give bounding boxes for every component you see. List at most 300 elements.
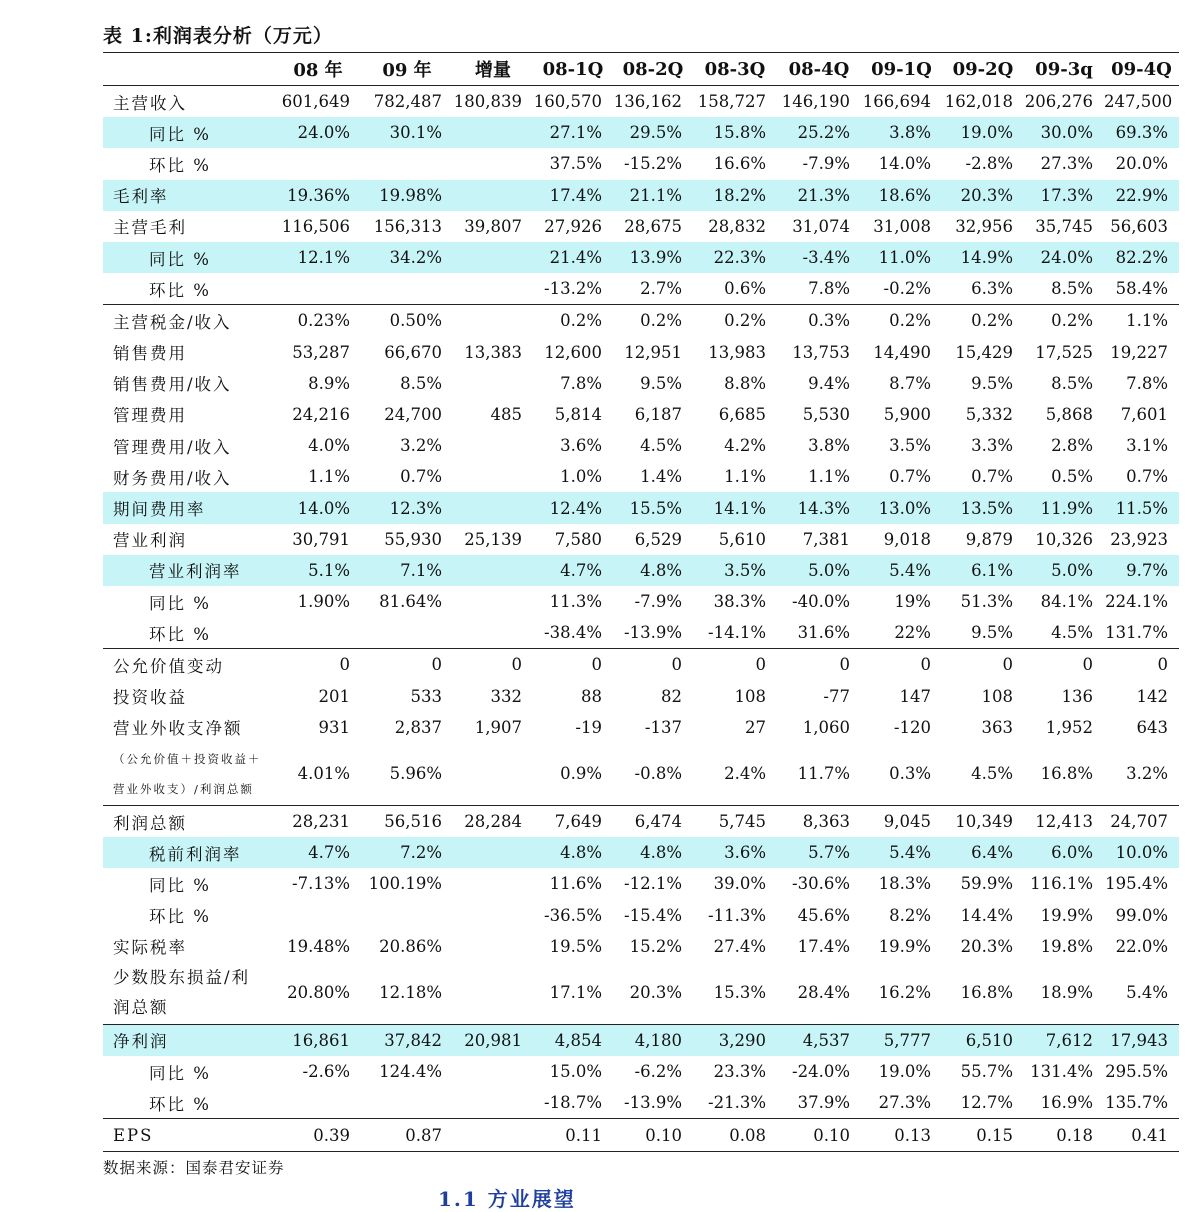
table-cell: 22.3% bbox=[693, 242, 777, 273]
table-cell: 13.0% bbox=[861, 492, 942, 523]
table-cell: 4.7% bbox=[275, 837, 361, 868]
table-row bbox=[103, 492, 1179, 523]
table-cell: 69.3% bbox=[1104, 117, 1179, 148]
table-cell: 88 bbox=[581, 686, 602, 706]
table-row bbox=[103, 743, 1179, 806]
table-cell: 23.3% bbox=[713, 1062, 766, 1082]
table-cell bbox=[453, 461, 533, 492]
table-cell: 5,868 bbox=[1045, 404, 1093, 424]
table-row bbox=[103, 211, 1179, 242]
table-cell: 4,854 bbox=[533, 1024, 613, 1056]
table-cell: 6,187 bbox=[634, 404, 682, 424]
table-cell: 147 bbox=[899, 686, 931, 706]
table-cell: 81.64% bbox=[379, 592, 442, 612]
table-cell: 0 bbox=[613, 649, 693, 681]
table-cell: 12.3% bbox=[361, 492, 453, 523]
row-label: 销售费用 bbox=[113, 344, 187, 364]
table-cell: 19% bbox=[894, 592, 931, 612]
row-label: 管理费用/收入 bbox=[113, 437, 232, 457]
table-cell: 0 bbox=[533, 649, 613, 681]
table-cell: 27.4% bbox=[713, 936, 766, 956]
table-cell: 56,516 bbox=[361, 805, 453, 837]
row-label: 管理费用 bbox=[113, 406, 187, 426]
table-row bbox=[103, 242, 1179, 273]
table-cell: 224.1% bbox=[1105, 592, 1168, 612]
column-header: 08-3Q bbox=[693, 53, 777, 86]
table-cell: 25,139 bbox=[464, 529, 522, 549]
column-header: 08 年 bbox=[275, 53, 361, 86]
table-cell bbox=[361, 1087, 453, 1119]
table-cell: 84.1% bbox=[1040, 592, 1093, 612]
column-header: 09-4Q bbox=[1104, 53, 1179, 86]
table-cell: 30.0% bbox=[1024, 117, 1104, 148]
table-cell: 6,529 bbox=[634, 529, 682, 549]
table-cell: 0 bbox=[275, 649, 361, 681]
table-cell: -7.9% bbox=[634, 592, 682, 612]
table-row bbox=[103, 617, 1179, 649]
table-cell: 1,060 bbox=[802, 717, 850, 737]
table-cell: -12.1% bbox=[624, 874, 682, 894]
table-cell: 116.1% bbox=[1030, 874, 1093, 894]
table-cell: 5.4% bbox=[1126, 983, 1168, 1003]
table-cell: 12,413 bbox=[1024, 805, 1104, 837]
column-header: 08-1Q bbox=[533, 53, 613, 86]
table-cell: 9.4% bbox=[808, 373, 850, 393]
table-cell: 5.0% bbox=[777, 555, 861, 586]
table-cell: 6.4% bbox=[942, 837, 1024, 868]
table-cell: 0 bbox=[361, 649, 453, 681]
table-cell: 247,500 bbox=[1104, 92, 1173, 112]
table-row bbox=[103, 337, 1179, 368]
column-header: 增量 bbox=[453, 53, 533, 86]
table-cell: 30.1% bbox=[361, 117, 453, 148]
table-cell bbox=[361, 617, 453, 649]
table-row bbox=[103, 649, 1179, 681]
table-cell: -21.3% bbox=[708, 1093, 766, 1113]
table-cell: 10.0% bbox=[1104, 837, 1179, 868]
table-cell: 11.0% bbox=[861, 242, 942, 273]
table-cell bbox=[453, 931, 533, 962]
table-cell: 27,926 bbox=[544, 216, 602, 236]
row-label: 投资收益 bbox=[113, 688, 187, 708]
table-cell: 12.7% bbox=[960, 1093, 1013, 1113]
table-cell: 20.3% bbox=[629, 983, 682, 1003]
table-cell bbox=[361, 273, 453, 305]
table-cell: -11.3% bbox=[708, 905, 766, 925]
table-cell: 13,753 bbox=[792, 342, 850, 362]
row-label: 环比 % bbox=[149, 624, 211, 644]
table-cell: 31.6% bbox=[797, 623, 850, 643]
table-cell: 4.8% bbox=[533, 837, 613, 868]
column-header: 09 年 bbox=[361, 53, 453, 86]
column-header: 08-2Q bbox=[613, 53, 693, 86]
table-cell: 14.3% bbox=[777, 492, 861, 523]
table-cell: 27.3% bbox=[1040, 154, 1093, 174]
table-cell bbox=[453, 555, 533, 586]
table-cell: 160,570 bbox=[533, 92, 602, 112]
table-cell: 20,981 bbox=[453, 1024, 533, 1056]
table-cell: 0.10 bbox=[777, 1119, 861, 1151]
table-cell: 10,349 bbox=[942, 805, 1024, 837]
table-cell: 19.98% bbox=[361, 180, 453, 211]
row-label: 同比 % bbox=[103, 117, 275, 148]
table-cell: 0.50% bbox=[361, 305, 453, 337]
table-cell: 16,861 bbox=[275, 1024, 361, 1056]
table-cell: 16.8% bbox=[1040, 764, 1093, 784]
table-cell: 206,276 bbox=[1024, 92, 1093, 112]
table-cell: 28,284 bbox=[453, 805, 533, 837]
table-cell: 5,332 bbox=[965, 404, 1013, 424]
table-cell: 20.3% bbox=[942, 180, 1024, 211]
table-cell: 20.3% bbox=[960, 936, 1013, 956]
row-label: 环比 % bbox=[149, 907, 211, 927]
table-cell: 5,814 bbox=[554, 404, 602, 424]
table-row bbox=[103, 148, 1179, 179]
table-cell: 19.9% bbox=[1040, 905, 1093, 925]
table-cell: -7.9% bbox=[802, 154, 850, 174]
table-cell: 201 bbox=[318, 686, 350, 706]
table-cell bbox=[453, 180, 533, 211]
table-cell: 15.3% bbox=[713, 983, 766, 1003]
table-cell bbox=[453, 368, 533, 399]
table-row bbox=[103, 1024, 1179, 1056]
row-label: 同比 % bbox=[149, 875, 211, 895]
row-label: 环比 % bbox=[149, 1094, 211, 1114]
table-cell: 19.36% bbox=[275, 180, 361, 211]
table-cell: 0.2% bbox=[861, 305, 942, 337]
row-label: 同比 % bbox=[149, 593, 211, 613]
table-cell: 782,487 bbox=[373, 92, 442, 112]
table-cell: -137 bbox=[644, 717, 682, 737]
table-cell: 4,180 bbox=[613, 1024, 693, 1056]
table-row bbox=[103, 555, 1179, 586]
section-heading: 1.1 方业展望 bbox=[438, 1187, 576, 1211]
row-label: EPS bbox=[103, 1119, 275, 1151]
table-cell: -0.8% bbox=[634, 764, 682, 784]
table-cell: 5.4% bbox=[861, 837, 942, 868]
table-cell: 9.5% bbox=[971, 623, 1013, 643]
table-cell: 39,807 bbox=[464, 216, 522, 236]
row-label: 营业外收支净额 bbox=[113, 719, 243, 739]
table-cell: 37.5% bbox=[549, 154, 602, 174]
table-cell: 5.0% bbox=[1024, 555, 1104, 586]
table-cell: 8.9% bbox=[308, 373, 350, 393]
table-cell: 24,707 bbox=[1104, 805, 1179, 837]
table-row bbox=[103, 180, 1179, 211]
row-label: 期间费用率 bbox=[103, 492, 275, 523]
table-cell: 4.8% bbox=[613, 555, 693, 586]
column-header bbox=[103, 53, 275, 86]
table-cell: 0 bbox=[861, 649, 942, 681]
table-cell: -6.2% bbox=[634, 1062, 682, 1082]
table-cell: 0.08 bbox=[693, 1119, 777, 1151]
table-cell: -36.5% bbox=[544, 905, 602, 925]
row-label: 主营税金/收入 bbox=[103, 305, 275, 337]
table-cell: 45.6% bbox=[797, 905, 850, 925]
table-cell: 131.7% bbox=[1105, 623, 1168, 643]
table-cell: -14.1% bbox=[708, 623, 766, 643]
table-cell: 5,745 bbox=[693, 805, 777, 837]
table-cell: 20.86% bbox=[379, 936, 442, 956]
table-cell: 0.2% bbox=[693, 305, 777, 337]
table-cell: 180,839 bbox=[453, 92, 522, 112]
table-cell: 5.4% bbox=[861, 555, 942, 586]
table-cell: 3.6% bbox=[560, 436, 602, 456]
table-row bbox=[103, 430, 1179, 461]
table-cell: 15.5% bbox=[613, 492, 693, 523]
table-cell: 24,700 bbox=[384, 404, 442, 424]
table-cell: 9.5% bbox=[640, 373, 682, 393]
table-row bbox=[103, 1056, 1179, 1087]
table-cell: 3,290 bbox=[693, 1024, 777, 1056]
table-cell: 0.7% bbox=[400, 467, 442, 487]
table-cell: 3.8% bbox=[808, 436, 850, 456]
table-cell: -15.4% bbox=[624, 905, 682, 925]
table-cell: 16.8% bbox=[960, 983, 1013, 1003]
table-cell: -19 bbox=[575, 717, 602, 737]
table-row bbox=[103, 368, 1179, 399]
column-header: 09-2Q bbox=[942, 53, 1024, 86]
table-cell: 66,670 bbox=[384, 342, 442, 362]
table-cell: 32,956 bbox=[955, 216, 1013, 236]
table-cell: 142 bbox=[1136, 686, 1168, 706]
table-cell: 136 bbox=[1061, 686, 1093, 706]
table-cell: 0.7% bbox=[1126, 467, 1168, 487]
table-cell: 22.0% bbox=[1115, 936, 1168, 956]
table-cell bbox=[453, 492, 533, 523]
table-cell bbox=[453, 837, 533, 868]
table-row bbox=[103, 681, 1179, 712]
table-cell: 37,842 bbox=[361, 1024, 453, 1056]
table-cell: 29.5% bbox=[613, 117, 693, 148]
data-source-note: 数据来源：国泰君安证券 bbox=[103, 1159, 285, 1177]
table-cell: 0.7% bbox=[889, 467, 931, 487]
table-cell: 0 bbox=[777, 649, 861, 681]
table-cell bbox=[453, 430, 533, 461]
table-cell: 0.13 bbox=[861, 1119, 942, 1151]
table-cell: 0 bbox=[1104, 649, 1179, 681]
table-row bbox=[103, 86, 1179, 118]
table-cell: 21.1% bbox=[613, 180, 693, 211]
table-cell: 19.0% bbox=[878, 1062, 931, 1082]
table-cell: 18.6% bbox=[861, 180, 942, 211]
table-cell: 18.9% bbox=[1040, 983, 1093, 1003]
table-cell: 19.8% bbox=[1040, 936, 1093, 956]
table-cell: 931 bbox=[318, 717, 350, 737]
table-cell: 23,923 bbox=[1110, 529, 1168, 549]
profit-analysis-table bbox=[103, 52, 1179, 1152]
table-cell: 12,951 bbox=[624, 342, 682, 362]
table-title: 表 1:利润表分析（万元） bbox=[103, 25, 333, 47]
table-cell: 7.8% bbox=[1126, 373, 1168, 393]
table-cell: 28,231 bbox=[275, 805, 361, 837]
table-cell: 16.6% bbox=[713, 154, 766, 174]
table-cell: 7.8% bbox=[808, 279, 850, 299]
table-cell: 15.0% bbox=[549, 1062, 602, 1082]
table-cell: 20.80% bbox=[287, 983, 350, 1003]
table-cell bbox=[453, 148, 533, 179]
table-cell: 7.1% bbox=[361, 555, 453, 586]
table-row bbox=[103, 399, 1179, 430]
table-cell: 0.2% bbox=[533, 305, 613, 337]
table-cell: 3.5% bbox=[693, 555, 777, 586]
table-cell: 5,900 bbox=[883, 404, 931, 424]
table-cell: 3.2% bbox=[1126, 764, 1168, 784]
row-label: 少数股东损益/利润总额 bbox=[113, 967, 251, 1017]
table-cell: 0.2% bbox=[613, 305, 693, 337]
table-cell: 332 bbox=[490, 686, 522, 706]
table-row bbox=[103, 962, 1179, 1025]
table-cell: 8.2% bbox=[889, 905, 931, 925]
table-cell: 13.9% bbox=[613, 242, 693, 273]
table-cell: 19.9% bbox=[878, 936, 931, 956]
table-row bbox=[103, 805, 1179, 837]
table-cell bbox=[361, 148, 453, 179]
table-cell: 14.4% bbox=[960, 905, 1013, 925]
table-cell: 1.1% bbox=[1104, 305, 1179, 337]
table-cell: 21.4% bbox=[533, 242, 613, 273]
table-cell: 0.18 bbox=[1024, 1119, 1104, 1151]
table-cell: 0.41 bbox=[1104, 1119, 1179, 1151]
table-cell: 5.96% bbox=[389, 764, 442, 784]
table-cell: 31,074 bbox=[792, 216, 850, 236]
table-cell: 5,530 bbox=[802, 404, 850, 424]
table-cell: 9,018 bbox=[883, 529, 931, 549]
table-cell: 6.3% bbox=[971, 279, 1013, 299]
table-cell: 3.5% bbox=[889, 436, 931, 456]
row-label: 环比 % bbox=[149, 155, 211, 175]
table-cell: 0.2% bbox=[942, 305, 1024, 337]
table-cell bbox=[453, 1087, 533, 1119]
table-cell bbox=[453, 743, 533, 806]
row-label: 营业利润率 bbox=[103, 555, 275, 586]
table-cell: 643 bbox=[1136, 717, 1168, 737]
column-header: 08-4Q bbox=[777, 53, 861, 86]
table-cell: 27 bbox=[745, 717, 766, 737]
table-cell: 3.3% bbox=[971, 436, 1013, 456]
table-row bbox=[103, 586, 1179, 617]
table-cell: 14.1% bbox=[693, 492, 777, 523]
table-cell: 1.1% bbox=[308, 467, 350, 487]
table-cell: 7,649 bbox=[533, 805, 613, 837]
table-cell: 533 bbox=[410, 686, 442, 706]
table-cell bbox=[275, 148, 361, 179]
table-cell: 0.87 bbox=[361, 1119, 453, 1151]
table-cell: 108 bbox=[981, 686, 1013, 706]
table-cell: 58.4% bbox=[1115, 279, 1168, 299]
table-cell: 0.11 bbox=[533, 1119, 613, 1151]
table-cell: 6,510 bbox=[942, 1024, 1024, 1056]
table-cell: 7.2% bbox=[361, 837, 453, 868]
table-cell: 8.5% bbox=[400, 373, 442, 393]
table-cell: 11.6% bbox=[549, 874, 602, 894]
table-cell: 0.10 bbox=[613, 1119, 693, 1151]
row-label: 公允价值变动 bbox=[103, 649, 275, 681]
table-cell: 6,474 bbox=[613, 805, 693, 837]
table-row bbox=[103, 712, 1179, 743]
table-cell: 108 bbox=[734, 686, 766, 706]
table-cell: 124.4% bbox=[379, 1062, 442, 1082]
table-cell bbox=[453, 900, 533, 931]
table-cell: 53,287 bbox=[292, 342, 350, 362]
table-cell: -77 bbox=[823, 686, 850, 706]
table-cell: 0.23% bbox=[275, 305, 361, 337]
table-cell: 16.2% bbox=[878, 983, 931, 1003]
table-cell: 162,018 bbox=[944, 92, 1013, 112]
table-cell: 11.7% bbox=[797, 764, 850, 784]
table-cell: 31,008 bbox=[873, 216, 931, 236]
row-label: 同比 % bbox=[149, 1063, 211, 1083]
table-cell: 17,943 bbox=[1104, 1024, 1179, 1056]
table-cell: 100.19% bbox=[368, 874, 442, 894]
table-cell: 12.18% bbox=[379, 983, 442, 1003]
table-cell: 0.39 bbox=[275, 1119, 361, 1151]
table-cell: 136,162 bbox=[613, 92, 682, 112]
table-cell: -30.6% bbox=[792, 874, 850, 894]
row-label: 同比 % bbox=[103, 242, 275, 273]
table-cell: 1.1% bbox=[724, 467, 766, 487]
table-row bbox=[103, 524, 1179, 555]
table-cell: 20.0% bbox=[1115, 154, 1168, 174]
table-cell: 15.8% bbox=[693, 117, 777, 148]
table-cell: 28,675 bbox=[624, 216, 682, 236]
table-cell bbox=[453, 1056, 533, 1087]
table-cell: 15,429 bbox=[955, 342, 1013, 362]
table-cell: 12,600 bbox=[544, 342, 602, 362]
table-cell: 24.0% bbox=[1024, 242, 1104, 273]
row-label: 主营毛利 bbox=[113, 218, 187, 238]
table-row bbox=[103, 461, 1179, 492]
table-cell: 166,694 bbox=[862, 92, 931, 112]
table-cell: 56,603 bbox=[1110, 216, 1168, 236]
table-cell: 24.0% bbox=[275, 117, 361, 148]
table-cell: -2.6% bbox=[302, 1062, 350, 1082]
table-cell: 0.5% bbox=[1051, 467, 1093, 487]
table-cell: -2.8% bbox=[965, 154, 1013, 174]
table-cell: 7,381 bbox=[802, 529, 850, 549]
table-cell: 485 bbox=[490, 404, 522, 424]
table-cell: 99.0% bbox=[1115, 905, 1168, 925]
table-cell: 19.0% bbox=[942, 117, 1024, 148]
table-cell: 3.2% bbox=[400, 436, 442, 456]
table-cell: 4.8% bbox=[613, 837, 693, 868]
table-cell: 601,649 bbox=[281, 92, 350, 112]
table-cell: 1.90% bbox=[297, 592, 350, 612]
table-cell: 39.0% bbox=[713, 874, 766, 894]
table-cell: 13.5% bbox=[942, 492, 1024, 523]
table-cell: -13.2% bbox=[544, 279, 602, 299]
table-cell: 1.0% bbox=[560, 467, 602, 487]
column-header: 09-3q bbox=[1024, 53, 1104, 86]
table-cell: 3.8% bbox=[861, 117, 942, 148]
table-cell: 4.5% bbox=[640, 436, 682, 456]
table-cell: 30,791 bbox=[292, 529, 350, 549]
table-cell: 0.6% bbox=[724, 279, 766, 299]
table-cell: 116,506 bbox=[281, 216, 350, 236]
table-cell: 12.1% bbox=[275, 242, 361, 273]
table-row bbox=[103, 931, 1179, 962]
table-cell: 3.1% bbox=[1126, 436, 1168, 456]
table-cell: -13.9% bbox=[624, 1093, 682, 1113]
table-cell: 11.9% bbox=[1024, 492, 1104, 523]
table-cell: 363 bbox=[981, 717, 1013, 737]
table-cell: 8,363 bbox=[777, 805, 861, 837]
table-cell: 22.9% bbox=[1104, 180, 1179, 211]
table-cell bbox=[453, 617, 533, 649]
table-cell: 4.2% bbox=[724, 436, 766, 456]
table-cell: 0 bbox=[942, 649, 1024, 681]
table-cell: 5,610 bbox=[718, 529, 766, 549]
